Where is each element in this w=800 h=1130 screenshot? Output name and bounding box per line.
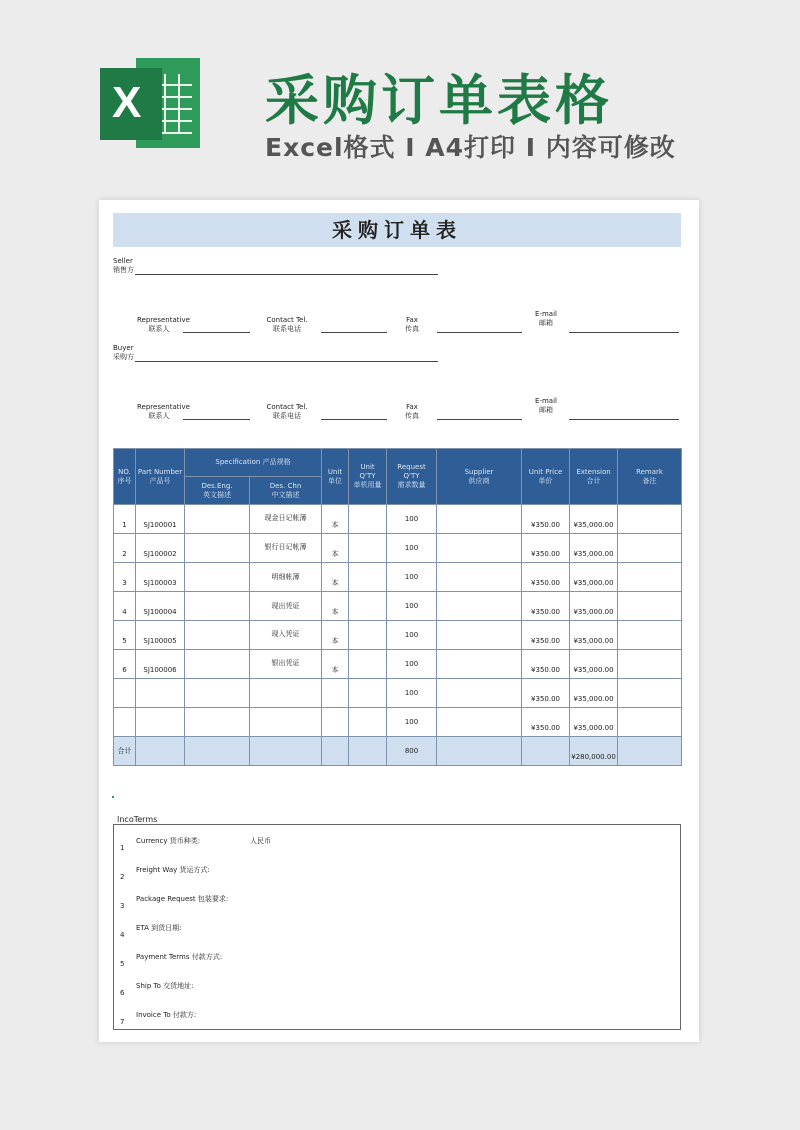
header-specification: Specification 产品规格 xyxy=(185,449,322,477)
header-unit-price xyxy=(522,449,570,505)
cell-supplier[interactable] xyxy=(437,534,522,563)
buyer-tel-field[interactable] xyxy=(321,419,387,420)
inco-row[interactable] xyxy=(114,825,680,854)
logo-front xyxy=(100,68,162,140)
cell-des-chn[interactable] xyxy=(250,679,322,708)
seller-rep-label xyxy=(137,316,190,334)
cell-unit-qty[interactable] xyxy=(349,650,387,679)
cell-remark[interactable] xyxy=(618,592,682,621)
cell-extension[interactable]: ¥35,000.00 xyxy=(570,650,618,679)
cell-part[interactable]: SJ100004 xyxy=(136,592,185,621)
cell-no[interactable] xyxy=(114,679,136,708)
table-row xyxy=(114,679,682,708)
cell-unit-qty[interactable] xyxy=(349,679,387,708)
cell-no[interactable]: 1 xyxy=(114,505,136,534)
inco-label: Invoice To 付款方: xyxy=(136,1011,197,1019)
header-unit-price-cn: 单价 xyxy=(538,476,553,485)
fax-cn: 传真 xyxy=(405,325,419,333)
seller-fax-field[interactable] xyxy=(437,332,522,333)
cell-unit[interactable]: 本 xyxy=(322,592,349,621)
total-qty[interactable]: 800 xyxy=(387,737,437,766)
cell-des-chn[interactable]: 银出凭证 xyxy=(250,650,322,679)
cell-des-eng[interactable] xyxy=(185,708,250,737)
header-remark-en: Remark xyxy=(636,467,663,476)
buyer-label-cn: 采购方 xyxy=(113,353,134,361)
header-part-en: Part Number xyxy=(137,467,183,476)
rep-en: Representative xyxy=(137,316,190,324)
cell-supplier[interactable] xyxy=(437,621,522,650)
cell-request-qty[interactable]: 100 xyxy=(387,679,437,708)
header-unit-en: Unit xyxy=(327,467,343,476)
cell-remark[interactable] xyxy=(618,650,682,679)
header-des-eng xyxy=(185,477,250,505)
cell-part[interactable]: SJ100002 xyxy=(136,534,185,563)
cell-supplier[interactable] xyxy=(437,708,522,737)
cell-request-qty[interactable]: 100 xyxy=(387,592,437,621)
header-des-eng-en: Des.Eng. xyxy=(201,481,233,490)
cell-remark[interactable] xyxy=(618,534,682,563)
header-supplier-cn: 供应商 xyxy=(468,476,490,485)
inco-row[interactable] xyxy=(114,854,680,883)
tel-cn: 联系电话 xyxy=(273,325,301,333)
cell-no[interactable]: 5 xyxy=(114,621,136,650)
order-table xyxy=(113,448,682,766)
cell-unit-price[interactable]: ¥350.00 xyxy=(522,650,570,679)
banner-subtitle: Excel格式 I A4打印 I 内容可修改 xyxy=(265,133,676,162)
inco-num: 4 xyxy=(120,931,125,939)
inco-label: Package Request 包装要求: xyxy=(136,895,229,903)
inco-num: 1 xyxy=(120,844,125,852)
cell-empty xyxy=(618,737,682,766)
cell-unit[interactable]: 本 xyxy=(322,534,349,563)
header-extension xyxy=(570,449,618,505)
table-row xyxy=(114,708,682,737)
cell-des-chn[interactable] xyxy=(250,708,322,737)
cell-unit[interactable]: 本 xyxy=(322,621,349,650)
header-request-en2: Q'TY xyxy=(403,472,420,480)
cell-des-eng[interactable] xyxy=(185,621,250,650)
inco-row[interactable] xyxy=(114,883,680,912)
tel-en: Contact Tel. xyxy=(266,316,308,324)
seller-label xyxy=(113,257,134,275)
document-title: 采购订单表 xyxy=(113,213,681,247)
buyer-tel-label xyxy=(265,403,309,421)
cell-supplier[interactable] xyxy=(437,563,522,592)
buyer-email-label xyxy=(535,397,557,415)
cell-no[interactable]: 4 xyxy=(114,592,136,621)
header-request-en1: Request xyxy=(397,463,426,471)
cell-request-qty[interactable]: 100 xyxy=(387,650,437,679)
header-des-eng-cn: 英文描述 xyxy=(203,490,231,499)
rep-en: Representative xyxy=(137,403,190,411)
cell-extension[interactable]: ¥35,000.00 xyxy=(570,592,618,621)
email-cn: 邮箱 xyxy=(539,319,553,327)
cell-empty xyxy=(437,737,522,766)
tel-en: Contact Tel. xyxy=(266,403,308,411)
header-supplier-en: Supplier xyxy=(464,467,494,476)
cell-no[interactable]: 3 xyxy=(114,563,136,592)
cell-unit-qty[interactable] xyxy=(349,592,387,621)
inco-num: 7 xyxy=(120,1018,125,1026)
buyer-label xyxy=(113,344,134,362)
cell-no[interactable] xyxy=(114,708,136,737)
cell-unit-price[interactable]: ¥350.00 xyxy=(522,708,570,737)
header-no-cn: 序号 xyxy=(117,476,132,485)
header-supplier xyxy=(437,449,522,505)
cell-unit-qty[interactable] xyxy=(349,534,387,563)
cell-unit[interactable] xyxy=(322,679,349,708)
cell-unit-price[interactable]: ¥350.00 xyxy=(522,563,570,592)
banner-title: 采购订单表格 xyxy=(265,69,613,132)
header-remark-cn: 备注 xyxy=(642,476,657,485)
cell-unit-qty[interactable] xyxy=(349,563,387,592)
inco-num: 2 xyxy=(120,873,125,881)
buyer-label-en: Buyer xyxy=(113,344,134,352)
header-no xyxy=(114,449,136,505)
fax-en: Fax xyxy=(406,403,418,411)
tel-cn: 联系电话 xyxy=(273,412,301,420)
cell-unit-price[interactable]: ¥350.00 xyxy=(522,505,570,534)
header-no-en: NO. xyxy=(118,467,131,476)
cell-unit-qty[interactable] xyxy=(349,708,387,737)
seller-email-field[interactable] xyxy=(569,332,679,333)
inco-num: 5 xyxy=(120,960,125,968)
cell-part[interactable] xyxy=(136,708,185,737)
cell-des-eng[interactable] xyxy=(185,650,250,679)
cell-unit-price[interactable]: ¥350.00 xyxy=(522,679,570,708)
logo-letter: X xyxy=(112,78,142,127)
header-part-number xyxy=(136,449,185,505)
cell-unit-qty[interactable] xyxy=(349,505,387,534)
header-des-chn-cn: 中文描述 xyxy=(271,490,300,499)
table-row xyxy=(114,592,682,621)
cell-empty xyxy=(349,737,387,766)
header-des-chn xyxy=(250,477,322,505)
seller-tel-field[interactable] xyxy=(321,332,387,333)
buyer-rep-label xyxy=(137,403,190,421)
cell-supplier[interactable] xyxy=(437,650,522,679)
cell-des-chn[interactable]: 现出凭证 xyxy=(250,592,322,621)
cell-unit-price[interactable]: ¥350.00 xyxy=(522,592,570,621)
header-request-qty xyxy=(387,449,437,505)
buyer-fax-label xyxy=(403,403,421,421)
header-unit-qty-en1: Unit xyxy=(360,463,375,471)
excel-logo-icon xyxy=(100,58,210,148)
inco-label: Freight Way 货运方式: xyxy=(136,866,210,874)
cell-supplier[interactable] xyxy=(437,505,522,534)
rep-cn: 联系人 xyxy=(148,325,170,333)
seller-tel-label xyxy=(265,316,309,334)
cell-empty xyxy=(522,737,570,766)
cell-des-eng[interactable] xyxy=(185,679,250,708)
cell-request-qty[interactable]: 100 xyxy=(387,621,437,650)
header-remark xyxy=(618,449,682,505)
cell-supplier[interactable] xyxy=(437,679,522,708)
cell-remark[interactable] xyxy=(618,679,682,708)
seller-email-label xyxy=(535,310,557,328)
header-unit-cn: 单位 xyxy=(328,476,343,485)
cell-extension[interactable]: ¥35,000.00 xyxy=(570,563,618,592)
inco-row[interactable] xyxy=(114,970,680,999)
cell-request-qty[interactable]: 100 xyxy=(387,534,437,563)
cell-empty xyxy=(322,737,349,766)
buyer-rep-field[interactable] xyxy=(183,419,250,420)
cell-unit[interactable] xyxy=(322,708,349,737)
cell-remark[interactable] xyxy=(618,563,682,592)
seller-label-cn: 销售方 xyxy=(113,266,134,274)
seller-rep-field[interactable] xyxy=(183,332,250,333)
cell-des-chn[interactable]: 银行日记帐薄 xyxy=(250,534,322,563)
cell-request-qty[interactable]: 100 xyxy=(387,505,437,534)
header-unit-qty xyxy=(349,449,387,505)
cell-no[interactable]: 2 xyxy=(114,534,136,563)
inco-label: Currency 货币种类: xyxy=(136,837,201,845)
incoterms-box xyxy=(113,824,681,1030)
fax-en: Fax xyxy=(406,316,418,324)
seller-field[interactable] xyxy=(135,274,438,275)
inco-num: 6 xyxy=(120,989,125,997)
inco-row[interactable] xyxy=(114,999,680,1028)
header-unit xyxy=(322,449,349,505)
cell-remark[interactable] xyxy=(618,621,682,650)
cell-empty xyxy=(250,737,322,766)
cell-unit-price[interactable]: ¥350.00 xyxy=(522,534,570,563)
buyer-fax-field[interactable] xyxy=(437,419,522,420)
cell-des-eng[interactable] xyxy=(185,592,250,621)
inco-row[interactable] xyxy=(114,941,680,970)
cell-unit[interactable]: 本 xyxy=(322,505,349,534)
cell-des-chn[interactable]: 现金日记帐薄 xyxy=(250,505,322,534)
cell-remark[interactable] xyxy=(618,708,682,737)
total-extension[interactable]: ¥280,000.00 xyxy=(570,737,618,766)
table-row xyxy=(114,650,682,679)
inco-value[interactable]: 人民币 xyxy=(250,837,271,845)
cell-part[interactable]: SJ100003 xyxy=(136,563,185,592)
cell-request-qty[interactable]: 100 xyxy=(387,708,437,737)
cell-no[interactable]: 6 xyxy=(114,650,136,679)
cell-request-qty[interactable]: 100 xyxy=(387,563,437,592)
inco-label: Ship To 交货地址: xyxy=(136,982,194,990)
cell-extension[interactable]: ¥35,000.00 xyxy=(570,708,618,737)
buyer-field[interactable] xyxy=(135,361,438,362)
header-extension-en: Extension xyxy=(576,467,611,476)
total-label: 合计 xyxy=(114,737,136,766)
cell-des-eng[interactable] xyxy=(185,534,250,563)
cell-part[interactable]: SJ100001 xyxy=(136,505,185,534)
seller-label-en: Seller xyxy=(113,257,133,265)
cell-extension[interactable]: ¥35,000.00 xyxy=(570,679,618,708)
rep-cn: 联系人 xyxy=(148,412,170,420)
cell-unit[interactable]: 本 xyxy=(322,563,349,592)
document-page xyxy=(99,200,699,1042)
fax-cn: 传真 xyxy=(405,412,419,420)
header-request-cn: 需求数量 xyxy=(397,481,426,489)
seller-fax-label xyxy=(403,316,421,334)
cell-supplier[interactable] xyxy=(437,592,522,621)
header-des-chn-en: Des. Chn xyxy=(269,481,302,490)
cell-extension[interactable]: ¥35,000.00 xyxy=(570,534,618,563)
email-en: E-mail xyxy=(535,397,557,405)
cell-part[interactable]: SJ100005 xyxy=(136,621,185,650)
header-unit-qty-cn: 单机用量 xyxy=(353,481,382,489)
email-cn: 邮箱 xyxy=(539,406,553,414)
incoterms-label: IncoTerms xyxy=(117,815,158,824)
cell-unit[interactable]: 本 xyxy=(322,650,349,679)
cell-des-chn[interactable]: 明细帐薄 xyxy=(250,563,322,592)
inco-label: Payment Terms 付款方式: xyxy=(136,953,223,961)
cell-empty xyxy=(136,737,185,766)
cell-des-chn[interactable]: 现入凭证 xyxy=(250,621,322,650)
total-row xyxy=(114,737,682,766)
cell-des-eng[interactable] xyxy=(185,563,250,592)
cell-part[interactable]: SJ100006 xyxy=(136,650,185,679)
email-en: E-mail xyxy=(535,310,557,318)
cell-extension[interactable]: ¥35,000.00 xyxy=(570,505,618,534)
marker-dot xyxy=(112,796,114,798)
table-row xyxy=(114,505,682,534)
inco-row[interactable] xyxy=(114,912,680,941)
header-extension-cn: 合计 xyxy=(586,476,601,485)
cell-part[interactable] xyxy=(136,679,185,708)
table-row xyxy=(114,621,682,650)
inco-num: 3 xyxy=(120,902,125,910)
cell-empty xyxy=(185,737,250,766)
cell-unit-qty[interactable] xyxy=(349,621,387,650)
header-unit-price-en: Unit Price xyxy=(528,467,563,476)
header-part-cn: 产品号 xyxy=(149,476,171,485)
inco-label: ETA 到货日期: xyxy=(136,924,182,932)
cell-des-eng[interactable] xyxy=(185,505,250,534)
header-unit-qty-en2: Q'TY xyxy=(359,472,376,480)
buyer-email-field[interactable] xyxy=(569,419,679,420)
cell-remark[interactable] xyxy=(618,505,682,534)
table-row xyxy=(114,534,682,563)
table-row xyxy=(114,563,682,592)
cell-unit-price[interactable]: ¥350.00 xyxy=(522,621,570,650)
cell-extension[interactable]: ¥35,000.00 xyxy=(570,621,618,650)
